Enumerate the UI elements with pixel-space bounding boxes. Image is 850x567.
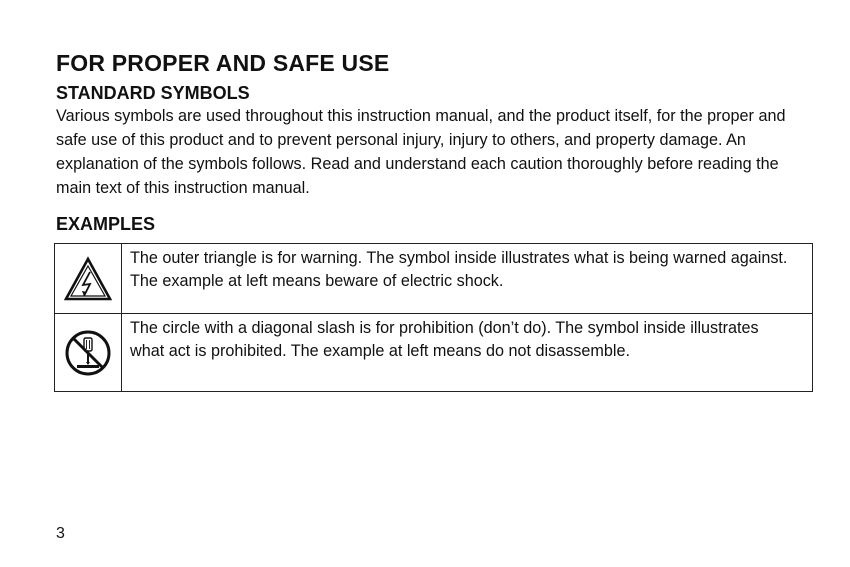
example-line: The example at left means beware of electric shock.	[130, 272, 504, 290]
intro-paragraph: Various symbols are used throughout this instruction manual, and the product itself, for the proper and safe use of this product and to prevent personal injury, injury to others, and property damage. An explanation of the symbols follows. Read and understand each caution thoroughly before reading the main text of this instruction manual.	[56, 107, 786, 197]
icon-cell	[55, 244, 122, 314]
table-row	[55, 314, 813, 392]
example-description	[122, 244, 813, 314]
examples-table	[54, 243, 813, 392]
electric-shock-warning-icon	[63, 256, 113, 302]
example-line: The circle with a diagonal slash is for prohibition (don’t do). The symbol inside illustrates	[130, 319, 759, 337]
do-not-disassemble-icon	[64, 329, 112, 377]
icon-cell	[55, 314, 122, 392]
table-row	[55, 244, 813, 314]
page-number: 3	[56, 525, 65, 542]
example-line: what act is prohibited. The example at left means do not disassemble.	[130, 342, 630, 360]
section-title-examples: EXAMPLES	[56, 214, 156, 234]
example-description	[122, 314, 813, 392]
example-line: The outer triangle is for warning. The symbol inside illustrates what is being warned against.	[130, 249, 788, 267]
page-title: FOR PROPER AND SAFE USE	[56, 50, 390, 76]
section-title-standard-symbols: STANDARD SYMBOLS	[56, 83, 250, 103]
